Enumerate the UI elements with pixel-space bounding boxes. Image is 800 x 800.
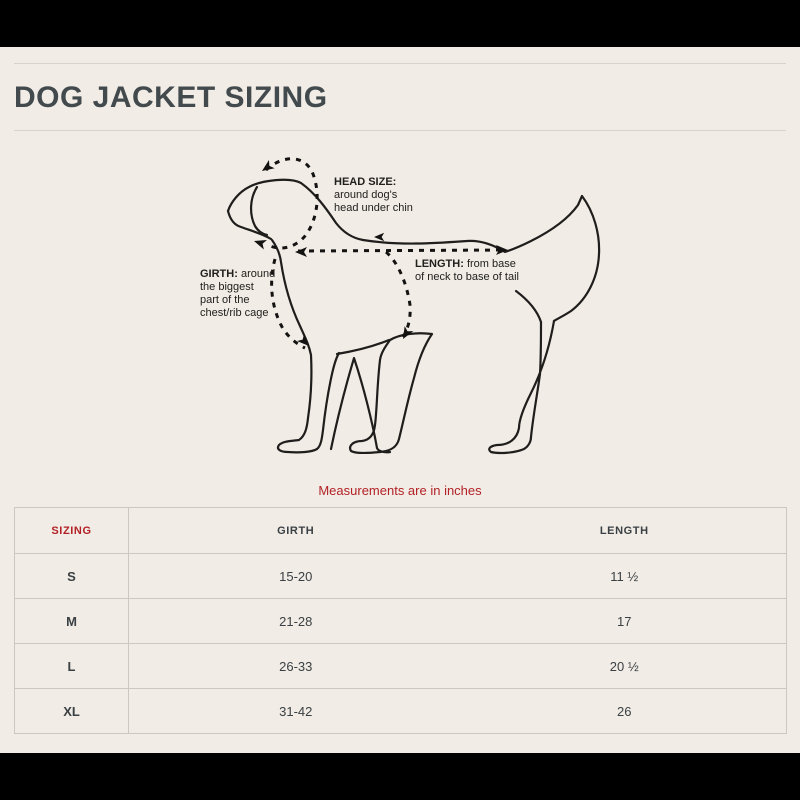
length-cell: 11 ½ [463,554,787,599]
girth-annotation: GIRTH: around the biggest part of the chest/rib cage [200,268,276,319]
girth-cell: 26-33 [129,644,463,689]
dog-ear [251,187,267,235]
girth-cell: 31-42 [129,689,463,734]
length-cell: 17 [463,599,787,644]
dog-belly [337,340,389,354]
length-annotation: LENGTH: from base of neck to base of tail [415,258,519,283]
girth-label: GIRTH: [200,268,238,280]
body-measure-line [386,252,410,337]
head-size-annotation: HEAD SIZE: around dog's head under chin [334,176,413,214]
table-row [15,689,787,734]
page-title: DOG JACKET SIZING [14,81,328,114]
bottom-black-bar [0,753,800,800]
length-cell: 26 [463,689,787,734]
dog-front-leg [272,240,339,452]
dog-far-hind-leg [489,321,554,453]
dog-hind-leg [350,333,432,453]
length-label: LENGTH: [415,258,464,270]
column-header-sizing: SIZING [15,508,129,554]
table-row [15,554,787,599]
size-cell: M [15,599,129,644]
column-header-length: LENGTH [463,508,787,554]
size-cell: XL [15,689,129,734]
girth-measure-line [272,259,305,348]
size-cell: L [15,644,129,689]
measurement-note: Measurements are in inches [318,483,482,498]
dog-rump [516,291,541,322]
table-row [15,644,787,689]
sizing-table [14,507,787,734]
table-row [15,599,787,644]
table-header-row [15,508,787,554]
girth-cell: 21-28 [129,599,463,644]
dog-outline [228,180,599,321]
column-header-girth: GIRTH [129,508,463,554]
length-cell: 20 ½ [463,644,787,689]
length-measure-line [298,250,507,251]
head-measure-ellipse [266,159,317,248]
head-size-label: HEAD SIZE: [334,176,397,188]
girth-cell: 15-20 [129,554,463,599]
dog-far-front-leg [331,358,390,452]
size-cell: S [15,554,129,599]
